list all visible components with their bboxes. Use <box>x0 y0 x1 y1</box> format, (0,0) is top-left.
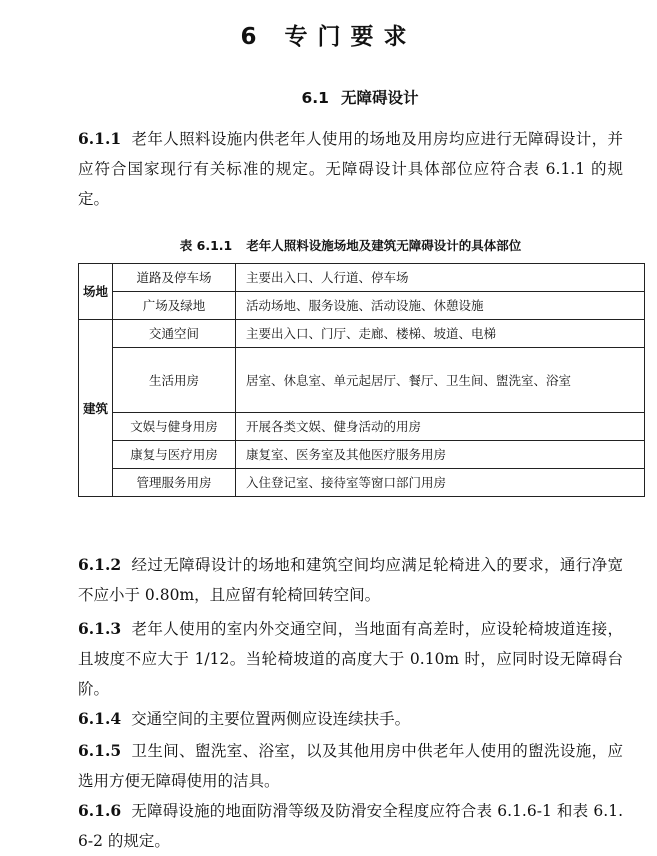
clause-6-1-4 <box>78 704 623 734</box>
clause-text: 经过无障碍设计的场地和建筑空间均应满足轮椅进入的要求，通行净宽不应小于 0.80m，且应留有轮椅回转空间。 <box>78 556 623 604</box>
clause-number: 6.1.1 <box>78 129 122 148</box>
clause-number: 6.1.4 <box>78 709 122 728</box>
clause-text: 老年人使用的室内外交通空间，当地面有高差时，应设轮椅坡道连接，且坡度不应大于 1/12。当轮椅坡道的高度大于 0.10m 时，应同时设无障碍台阶。 <box>78 620 623 698</box>
category-cell: 生活用房 <box>113 348 236 413</box>
parts-cell: 居室、休息室、单元起居厅、餐厅、卫生间、盥洗室、浴室 <box>236 348 645 413</box>
clause-text: 老年人照料设施内供老年人使用的场地及用房均应进行无障碍设计，并应符合国家现行有关标准的规定。无障碍设计具体部位应符合表 6.1.1 的规定。 <box>78 130 623 208</box>
table-row <box>79 264 645 292</box>
table-row <box>79 292 645 320</box>
parts-cell: 开展各类文娱、健身活动的用房 <box>236 413 645 441</box>
clause-text: 交通空间的主要位置两侧应设连续扶手。 <box>131 710 411 728</box>
group-label: 建筑 <box>79 320 113 497</box>
table-row <box>79 413 645 441</box>
clause-number: 6.1.5 <box>78 741 122 760</box>
parts-cell: 康复室、医务室及其他医疗服务用房 <box>236 441 645 469</box>
category-cell: 管理服务用房 <box>113 469 236 497</box>
chapter-title: 专门要求 <box>284 24 417 50</box>
table-caption-title: 老年人照料设施场地及建筑无障碍设计的具体部位 <box>246 238 522 253</box>
clause-6-1-6 <box>78 796 623 856</box>
category-cell: 文娱与健身用房 <box>113 413 236 441</box>
clause-6-1-1 <box>78 124 623 214</box>
clause-number: 6.1.6 <box>78 801 122 820</box>
chapter-heading <box>0 18 657 51</box>
group-label: 场地 <box>79 264 113 320</box>
chapter-number: 6 <box>240 24 267 50</box>
table-row <box>79 469 645 497</box>
parts-cell: 入住登记室、接待室等窗口部门用房 <box>236 469 645 497</box>
category-cell: 道路及停车场 <box>113 264 236 292</box>
clause-6-1-2 <box>78 550 623 610</box>
section-number: 6.1 <box>301 89 329 107</box>
clause-text: 无障碍设施的地面防滑等级及防滑安全程度应符合表 6.1.6-1 和表 6.1.6-2 的规定。 <box>78 802 623 850</box>
parts-cell: 活动场地、服务设施、活动设施、休憩设施 <box>236 292 645 320</box>
clause-6-1-5 <box>78 736 623 796</box>
clause-text: 卫生间、盥洗室、浴室，以及其他用房中供老年人使用的盥洗设施，应选用方便无障碍使用的洁具。 <box>78 742 623 790</box>
parts-cell: 主要出入口、人行道、停车场 <box>236 264 645 292</box>
parts-cell: 主要出入口、门厅、走廊、楼梯、坡道、电梯 <box>236 320 645 348</box>
category-cell: 交通空间 <box>113 320 236 348</box>
category-cell: 康复与医疗用房 <box>113 441 236 469</box>
table-caption-number: 表 6.1.1 <box>179 238 233 253</box>
table-row <box>79 320 645 348</box>
table-row <box>79 348 645 413</box>
clause-number: 6.1.2 <box>78 555 122 574</box>
accessibility-scope-table <box>78 263 645 497</box>
section-heading <box>0 86 657 108</box>
section-title: 无障碍设计 <box>340 89 419 107</box>
category-cell: 广场及绿地 <box>113 292 236 320</box>
clause-number: 6.1.3 <box>78 619 122 638</box>
table-caption <box>78 236 623 254</box>
clause-6-1-3 <box>78 614 623 704</box>
table-row <box>79 441 645 469</box>
